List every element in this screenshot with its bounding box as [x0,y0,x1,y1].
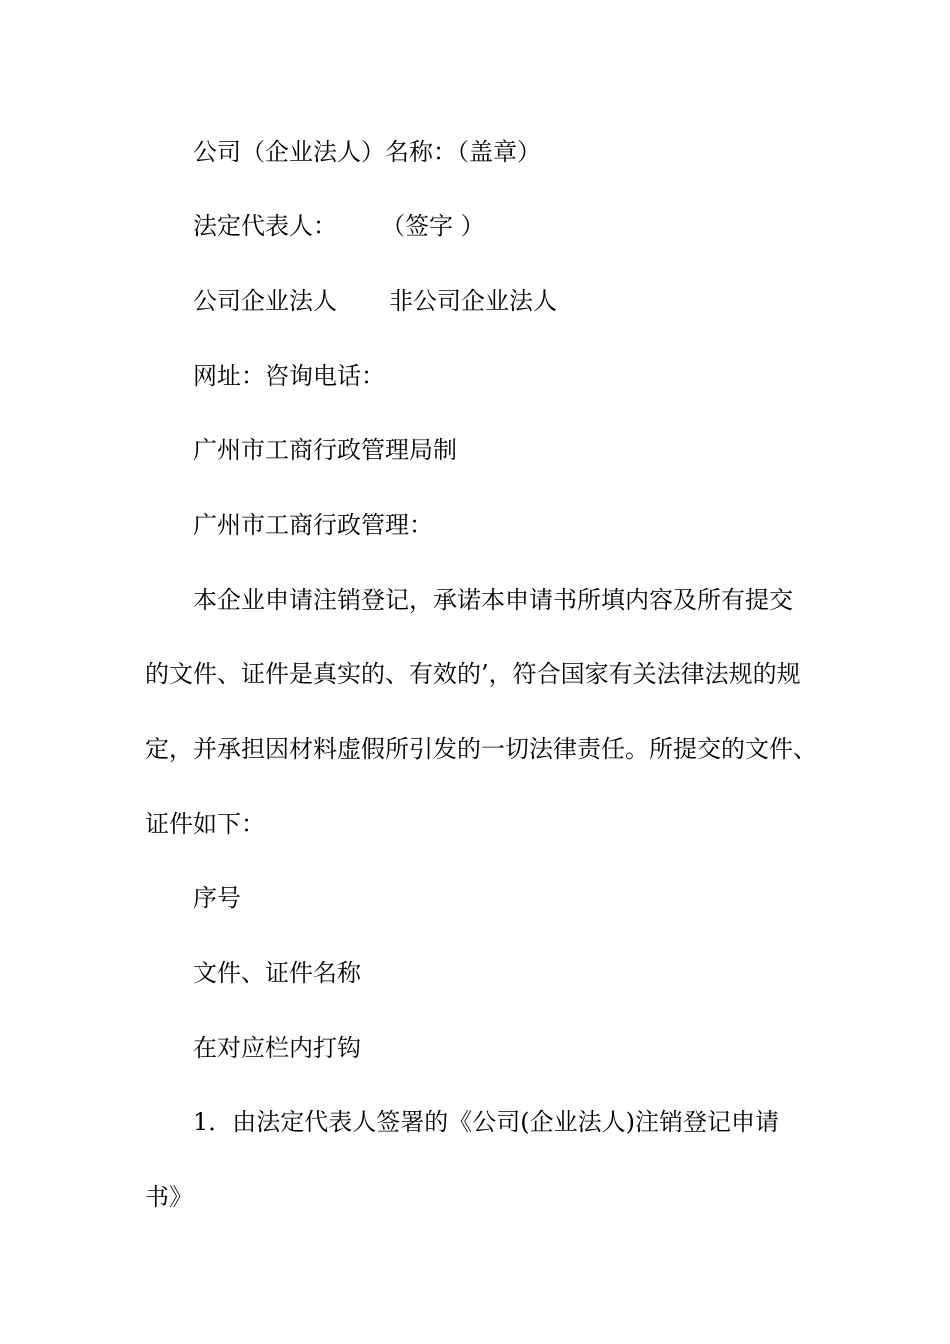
entity-type-non-company: 非公司企业法人 [389,287,557,315]
declaration-line-4: 证件如下： [145,810,265,838]
column-check: 在对应栏内打钩 [193,1034,361,1062]
issuer-line: 广州市工商行政管理局制 [193,436,457,464]
item-1-line-2: 书》 [145,1183,193,1211]
declaration-line-1: 本企业申请注销登记，承诺本申请书所填内容及所有提交 [193,586,793,614]
declaration-line-3: 定，并承担因材料虚假所引发的一切法律责任。所提交的文件、 [145,735,817,763]
entity-type-company: 公司企业法人 [193,287,337,315]
entity-type-line [193,286,557,316]
seal-note: （盖章） [457,138,541,166]
company-name-label: 公司（企业法人）名称： [193,138,457,166]
website-phone-line: 网址：咨询电话： [193,362,385,390]
declaration-line-2: 的文件、证件是真实的、有效的’，符合国家有关法律法规的规 [145,660,801,688]
legal-rep-line [193,211,485,241]
signature-note: （签字 ） [381,212,485,240]
legal-rep-label: 法定代表人： [193,212,337,240]
company-name-line [193,137,541,167]
item-1-line-1: 1．由法定代表人签署的《公司(企业法人)注销登记申请 [193,1108,779,1136]
column-document-name: 文件、证件名称 [193,959,361,987]
addressee-line: 广州市工商行政管理： [193,511,433,539]
column-serial-number: 序号 [193,884,241,912]
